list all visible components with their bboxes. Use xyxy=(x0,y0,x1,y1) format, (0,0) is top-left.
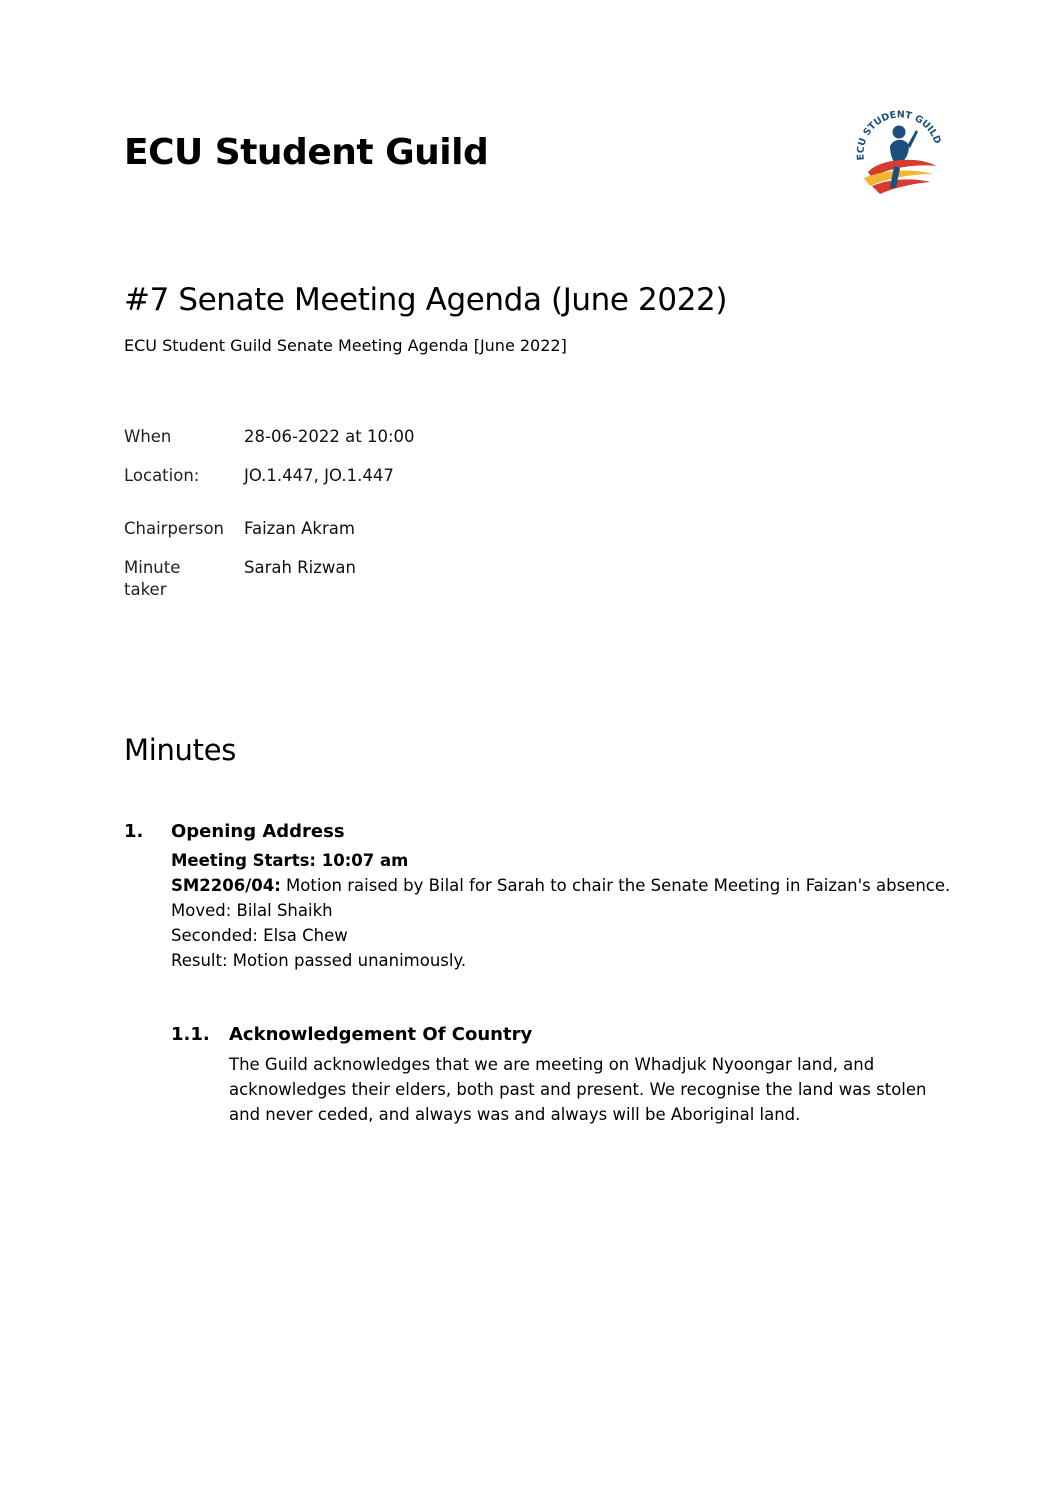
when-label: When xyxy=(124,427,172,446)
motion-code: SM2206/04: xyxy=(171,876,281,895)
result-line: Result: Motion passed unanimously. xyxy=(171,951,467,970)
subitem-title: Acknowledgement Of Country xyxy=(229,1024,533,1045)
org-title: ECU Student Guild xyxy=(124,132,489,173)
minute-taker-value: Sarah Rizwan xyxy=(244,558,356,577)
chairperson-value: Faizan Akram xyxy=(244,519,355,538)
meeting-starts xyxy=(171,849,408,873)
guild-logo xyxy=(850,108,946,198)
seconded-line: Seconded: Elsa Chew xyxy=(171,926,348,945)
meeting-subtitle: ECU Student Guild Senate Meeting Agenda [June 2022] xyxy=(124,336,567,355)
location-label: Location: xyxy=(124,466,200,485)
motion-line xyxy=(171,874,950,898)
subitem-number: 1.1. xyxy=(171,1024,210,1045)
moved-line: Moved: Bilal Shaikh xyxy=(171,901,333,920)
minutes-heading: Minutes xyxy=(124,733,237,767)
minute-taker-label: Minute taker xyxy=(124,558,181,599)
motion-text: Motion raised by Bilal for Sarah to chair the Senate Meeting in Faizan's absence. xyxy=(280,876,951,895)
location-value: JO.1.447, JO.1.447 xyxy=(244,466,394,485)
logo-text: ECU STUDENT GUILD xyxy=(855,109,943,161)
meeting-title: #7 Senate Meeting Agenda (June 2022) xyxy=(124,282,728,318)
item-number: 1. xyxy=(124,821,144,842)
meeting-starts-text: Meeting Starts: 10:07 am xyxy=(171,851,409,870)
when-value: 28-06-2022 at 10:00 xyxy=(244,427,415,446)
chairperson-label: Chairperson xyxy=(124,519,225,538)
item-title: Opening Address xyxy=(171,821,345,842)
acknowledgement-text: The Guild acknowledges that we are meeting on Whadjuk Nyoongar land, and acknowledges their elders, both past and present. We recognise the land was stolen and never ceded, and always was and always will be Aboriginal land. xyxy=(229,1055,927,1124)
